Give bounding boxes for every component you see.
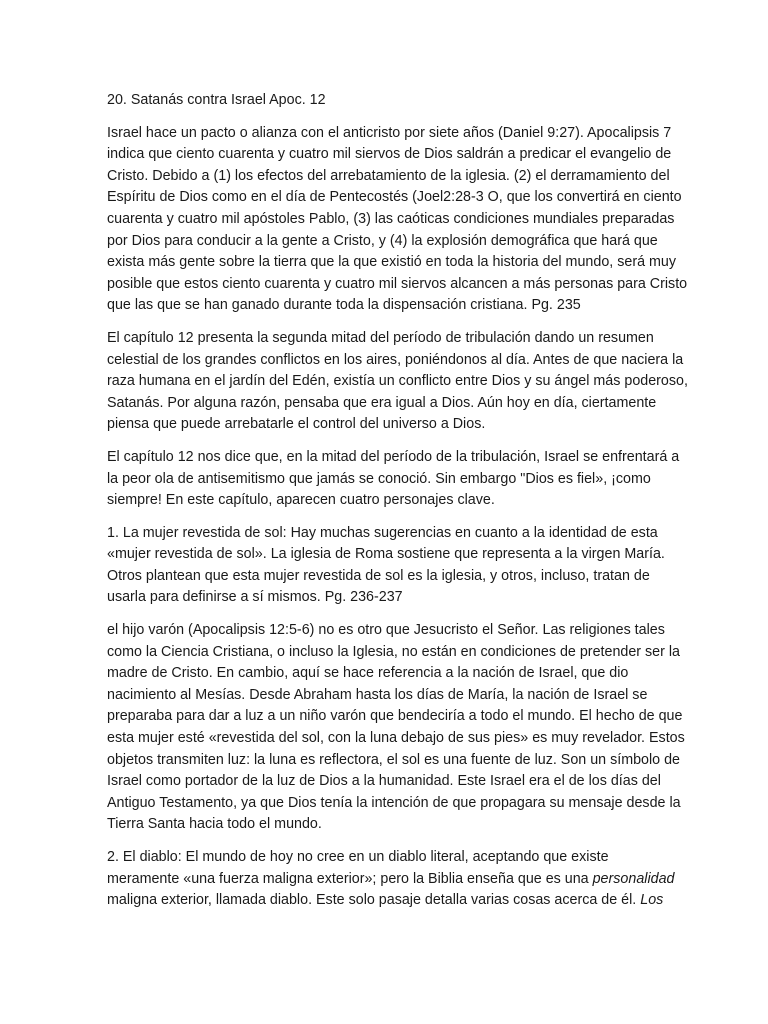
document-body [107, 90, 688, 923]
text-line: raza humana en el jardín del Edén, existía un conflicto entre Dios y su ángel más poderoso, [107, 373, 688, 390]
italic-text: personalidad [592, 870, 675, 887]
text-line: esta mujer esté «revestida del sol, con la luna debajo de sus pies» es muy revelador. Estos [107, 730, 685, 747]
italic-text: Los [640, 892, 664, 909]
text-line: preparaba para dar a luz a un niño varón que bendeciría a todo el mundo. El hecho de que [107, 708, 683, 725]
text-line: Antiguo Testamento, ya que Dios tenía la intención de que propagara su mensaje desde la [107, 794, 681, 811]
paragraph-antisemitism [107, 447, 680, 512]
text-line: piensa que puede arrebatarle el control del universo a Dios. [107, 416, 486, 433]
text-line: el hijo varón (Apocalipsis 12:5-6) no es otro que Jesucristo el Señor. Las religiones tales [107, 622, 665, 639]
text-line: indica que ciento cuarenta y cuatro mil siervos de Dios saldrán a predicar el evangelio de [107, 146, 672, 163]
text-line: por Dios para conducir a la gente a Cristo, y (4) la explosión demográfica que hará que [107, 232, 658, 249]
text-line: Espíritu de Dios como en el día de Pentecostés (Joel2:28-3 O, que los convertirá en ciento [107, 189, 682, 206]
text-line: que las que se han ganado durante toda la dispensación cristiana. Pg. 235 [107, 297, 581, 314]
text-line: Israel hace un pacto o alianza con el anticristo por siete años (Daniel 9:27). Apocalipsis 7 [107, 124, 672, 141]
text-line: la peor ola de antisemitismo que jamás se conoció. Sin embargo "Dios es fiel», ¡como [107, 470, 651, 487]
text-line: Israel como portador de la luz de Dios a la humanidad. Este Israel era el de los días del [107, 773, 661, 790]
text-line: posible que estos ciento cuarenta y cuatro mil siervos alcancen a más personas para Cristo [107, 275, 688, 292]
text-line: 1. La mujer revestida de sol: Hay muchas sugerencias en cuanto a la identidad de esta [107, 524, 658, 541]
text-line: «mujer revestida de sol». La iglesia de Roma sostiene que representa a la virgen María. [107, 546, 665, 563]
text-line: como la Ciencia Cristiana, o incluso la Iglesia, no están en condiciones de pretender ser la [107, 643, 680, 660]
text-line: exista más gente sobre la tierra que la que existió en toda la historia del mundo, será muy [107, 254, 677, 271]
text-line: siempre! En este capítulo, aparecen cuatro personajes clave. [107, 492, 495, 509]
paragraph-covenant [107, 123, 688, 317]
text-line: celestial de los grandes conflictos en los aires, poniéndonos al día. Antes de que naciera la [107, 351, 684, 368]
text-line: usarla para definirse a sí mismos. Pg. 236-237 [107, 589, 403, 606]
text-line [107, 890, 664, 912]
paragraph-chapter-12-summary [107, 328, 688, 436]
document-heading: 20. Satanás contra Israel Apoc. 12 [107, 92, 326, 108]
paragraph-male-child [107, 620, 685, 836]
paragraph-woman-clothed-with-sun [107, 523, 665, 609]
text-line [107, 869, 675, 891]
text-line: objetos transmiten luz: la luna es reflectora, el sol es una fuente de luz. Son un símbolo de [107, 751, 681, 768]
text-line: cuarenta y cuatro mil apóstoles Pablo, (3) las caóticas condiciones mundiales preparadas [107, 210, 675, 227]
text-line: Tierra Santa hacia todo el mundo. [107, 816, 322, 833]
text-line: Cristo. Debido a (1) los efectos del arrebatamiento de la iglesia. (2) el derramamiento del [107, 167, 670, 184]
text-line: El capítulo 12 nos dice que, en la mitad del período de la tribulación, Israel se enfrentará a [107, 448, 680, 465]
text-line: madre de Cristo. En cambio, aquí se hace referencia a la nación de Israel, que dio [107, 665, 629, 682]
text-run: maligna exterior, llamada diablo. Este solo pasaje detalla varias cosas acerca de él. [107, 892, 641, 909]
text-run: meramente «una fuerza maligna exterior»; pero la Biblia enseña que es una [107, 870, 593, 887]
text-line: El capítulo 12 presenta la segunda mitad del período de tribulación dando un resumen [107, 329, 654, 346]
paragraph-the-devil [107, 847, 675, 912]
text-line: Satanás. Por alguna razón, pensaba que era igual a Dios. Aún hoy en día, ciertamente [107, 394, 657, 411]
text-line: 2. El diablo: El mundo de hoy no cree en un diablo literal, aceptando que existe [107, 849, 609, 865]
text-line: Otros plantean que esta mujer revestida de sol es la iglesia, y otros, incluso, tratan de [107, 567, 650, 584]
text-line: nacimiento al Mesías. Desde Abraham hasta los días de María, la nación de Israel se [107, 686, 648, 703]
